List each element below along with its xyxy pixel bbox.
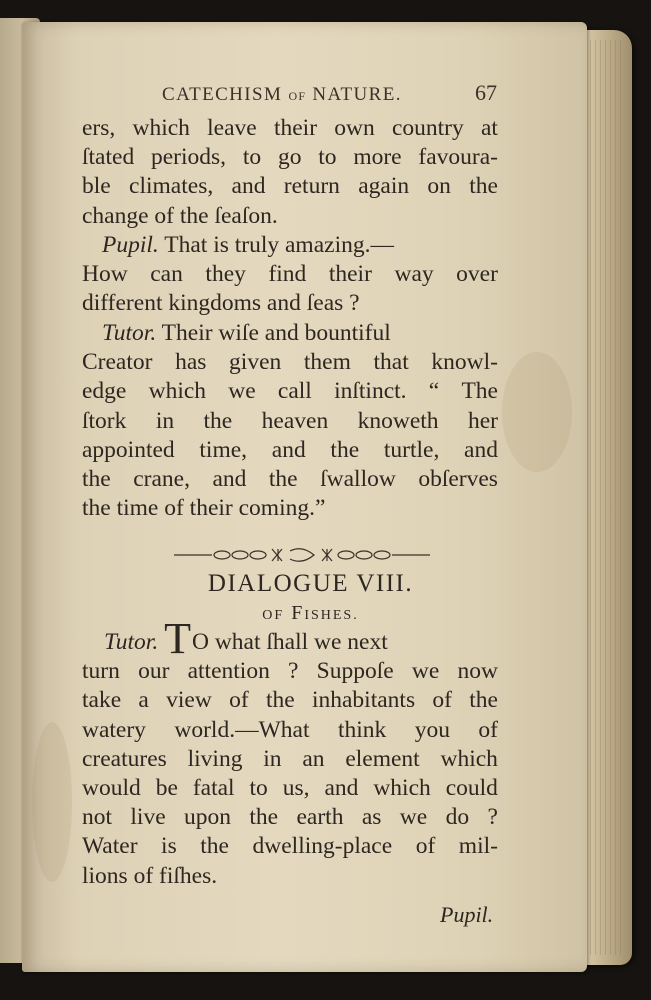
- text-line: the crane, and the ſwallow obſerves: [82, 465, 498, 492]
- subheading-initial: F: [291, 602, 305, 624]
- first-line: [82, 319, 498, 348]
- text-line: Creator has given them that knowl-: [82, 349, 498, 376]
- text-line: would be fatal to us, and which could: [82, 774, 498, 801]
- text-line: ſtork in the heaven knoweth her: [82, 407, 498, 434]
- text-line: watery world.—What think you of: [82, 716, 498, 743]
- text-line: different kingdoms and ſeas ?: [82, 290, 360, 317]
- page-stack-texture: [585, 40, 623, 955]
- first-line: [82, 231, 498, 260]
- text-line: ble climates, and return again on the: [82, 173, 498, 200]
- text-line: turn our attention ? Suppoſe we now: [82, 658, 498, 685]
- text-line: not live upon the earth as we do ?: [82, 804, 498, 831]
- dialogue-heading: DIALOGUE VIII.: [207, 570, 414, 597]
- text-line: How can they find their way over: [82, 261, 498, 288]
- running-head-nature: NATURE.: [312, 84, 402, 105]
- book-page: [22, 22, 587, 972]
- catchword: Pupil.: [440, 902, 494, 927]
- subheading-of: OF: [262, 608, 285, 623]
- page-header: [22, 80, 587, 110]
- dialogue-subheading: [22, 602, 587, 625]
- text-line: ſtated periods, to go to more favoura-: [82, 144, 498, 171]
- text-line: ers, which leave their own country at: [82, 115, 498, 141]
- speaker-label: Tutor.: [102, 320, 157, 346]
- text-line: Water is the dwelling-place of mil-: [82, 833, 498, 860]
- tutor-dialogue-paragraph: [82, 614, 498, 891]
- pupil-paragraph: [82, 231, 498, 319]
- decorative-rule-ornament: [172, 547, 432, 563]
- text-run: Their wiſe and bountiful: [161, 320, 391, 346]
- text-line: change of the ſeaſon.: [82, 202, 278, 229]
- tutor-paragraph: [82, 319, 498, 523]
- running-head-title: CATECHISM: [162, 84, 283, 105]
- drop-capital: T: [164, 614, 192, 663]
- text-run: O what ſhall we next: [191, 629, 388, 655]
- paper-stain: [32, 722, 72, 882]
- paragraph-continuation: [82, 114, 498, 231]
- text-line: the time of their coming.”: [82, 495, 326, 522]
- text-line: take a view of the inhabitants of the: [82, 687, 498, 714]
- text-line: lions of fiſhes.: [82, 862, 218, 889]
- page-number: 67: [475, 80, 497, 105]
- speaker-label: Tutor.: [104, 629, 159, 655]
- paper-stain: [502, 352, 572, 472]
- text-line: edge which we call inſtinct. “ The: [82, 378, 498, 405]
- text-run: That is truly amazing.—: [164, 232, 394, 258]
- speaker-label: Pupil.: [102, 232, 159, 258]
- running-head: [162, 84, 402, 106]
- running-head-of: OF: [288, 89, 307, 103]
- text-line: appointed time, and the turtle, and: [82, 436, 498, 463]
- text-line: creatures living in an element which: [82, 745, 498, 772]
- subheading-rest: ISHES.: [304, 608, 359, 623]
